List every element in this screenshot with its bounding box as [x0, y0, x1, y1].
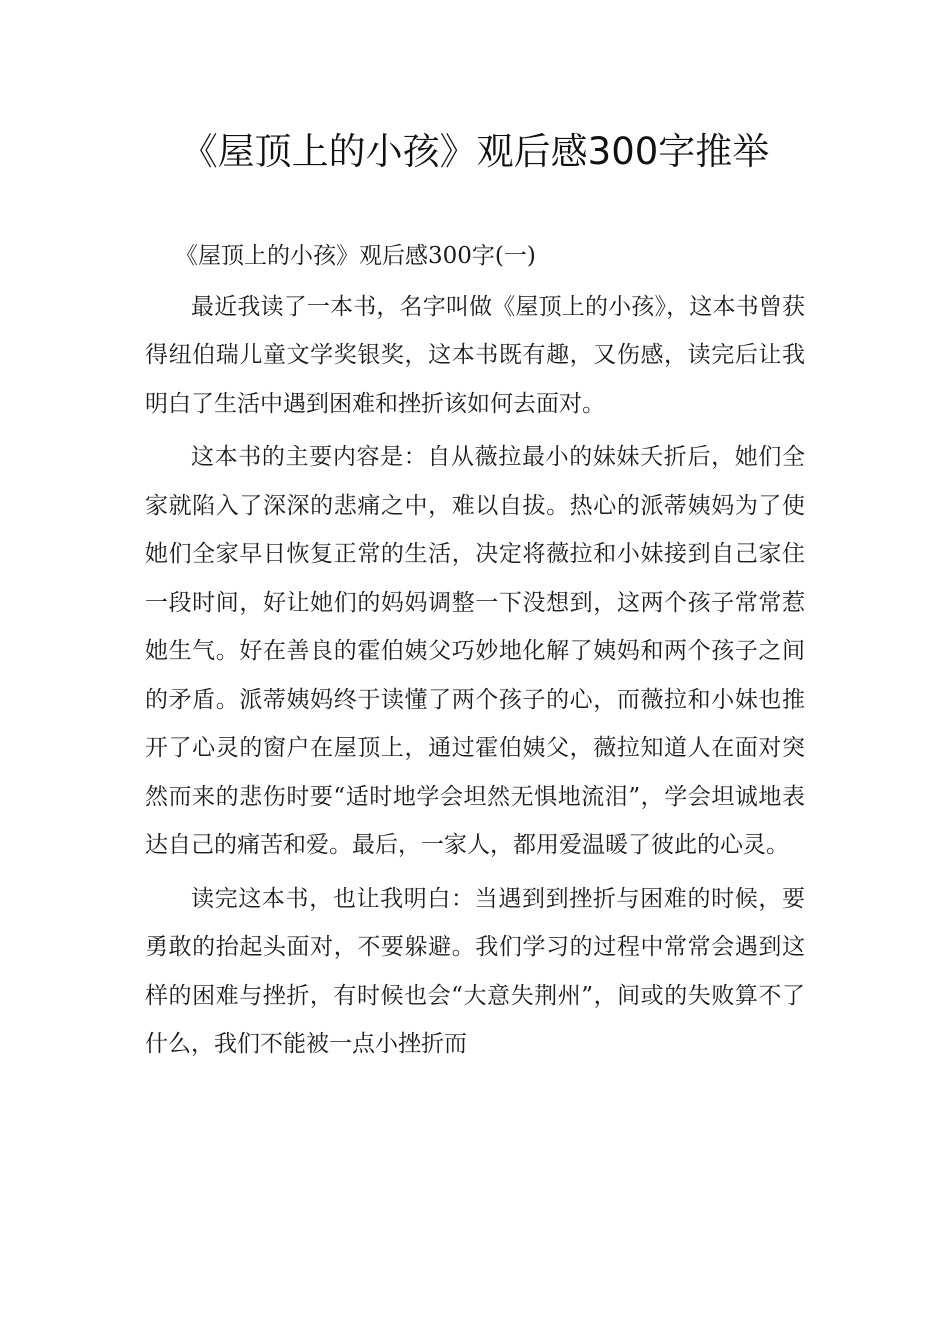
- paragraph-1: 最近我读了一本书，名字叫做《屋顶上的小孩》，这本书曾获得纽伯瑞儿童文学奖银奖，这本书既有趣，又伤感，读完后让我明白了生活中遇到困难和挫折该如何去面对。: [145, 293, 805, 417]
- document-body: [145, 232, 805, 1074]
- document-title: 《屋顶上的小孩》观后感300字推举: [180, 130, 770, 173]
- paragraph-3: 读完这本书，也让我明白：当遇到到挫折与困难的时候，要勇敢的抬起头面对，不要躲避。我们学习的过程中常常会遇到这样的困难与挫折，有时候也会“大意失荆州”，间或的失败算不了什么，我们不能被一点小挫折而: [145, 885, 805, 1057]
- section-subtitle: 《屋顶上的小孩》观后感300字(一): [175, 243, 536, 269]
- paragraph-2: 这本书的主要内容是：自从薇拉最小的妹妹夭折后，她们全家就陷入了深深的悲痛之中，难以自拔。热心的派蒂姨妈为了使她们全家早日恢复正常的生活，决定将薇拉和小妹接到自己家住一段时间，好让她们的妈妈调整一下没想到，这两个孩子常常惹她生气。好在善良的霍伯姨父巧妙地化解了姨妈和两个孩子之间的矛盾。派蒂姨妈终于读懂了两个孩子的心，而薇拉和小妹也推开了心灵的窗户在屋顶上，通过霍伯姨父，薇拉知道人在面对突然而来的悲伤时要“适时地学会坦然无惧地流泪”，学会坦诚地表达自己的痛苦和爱。最后，一家人，都用爱温暖了彼此的心灵。: [145, 444, 805, 858]
